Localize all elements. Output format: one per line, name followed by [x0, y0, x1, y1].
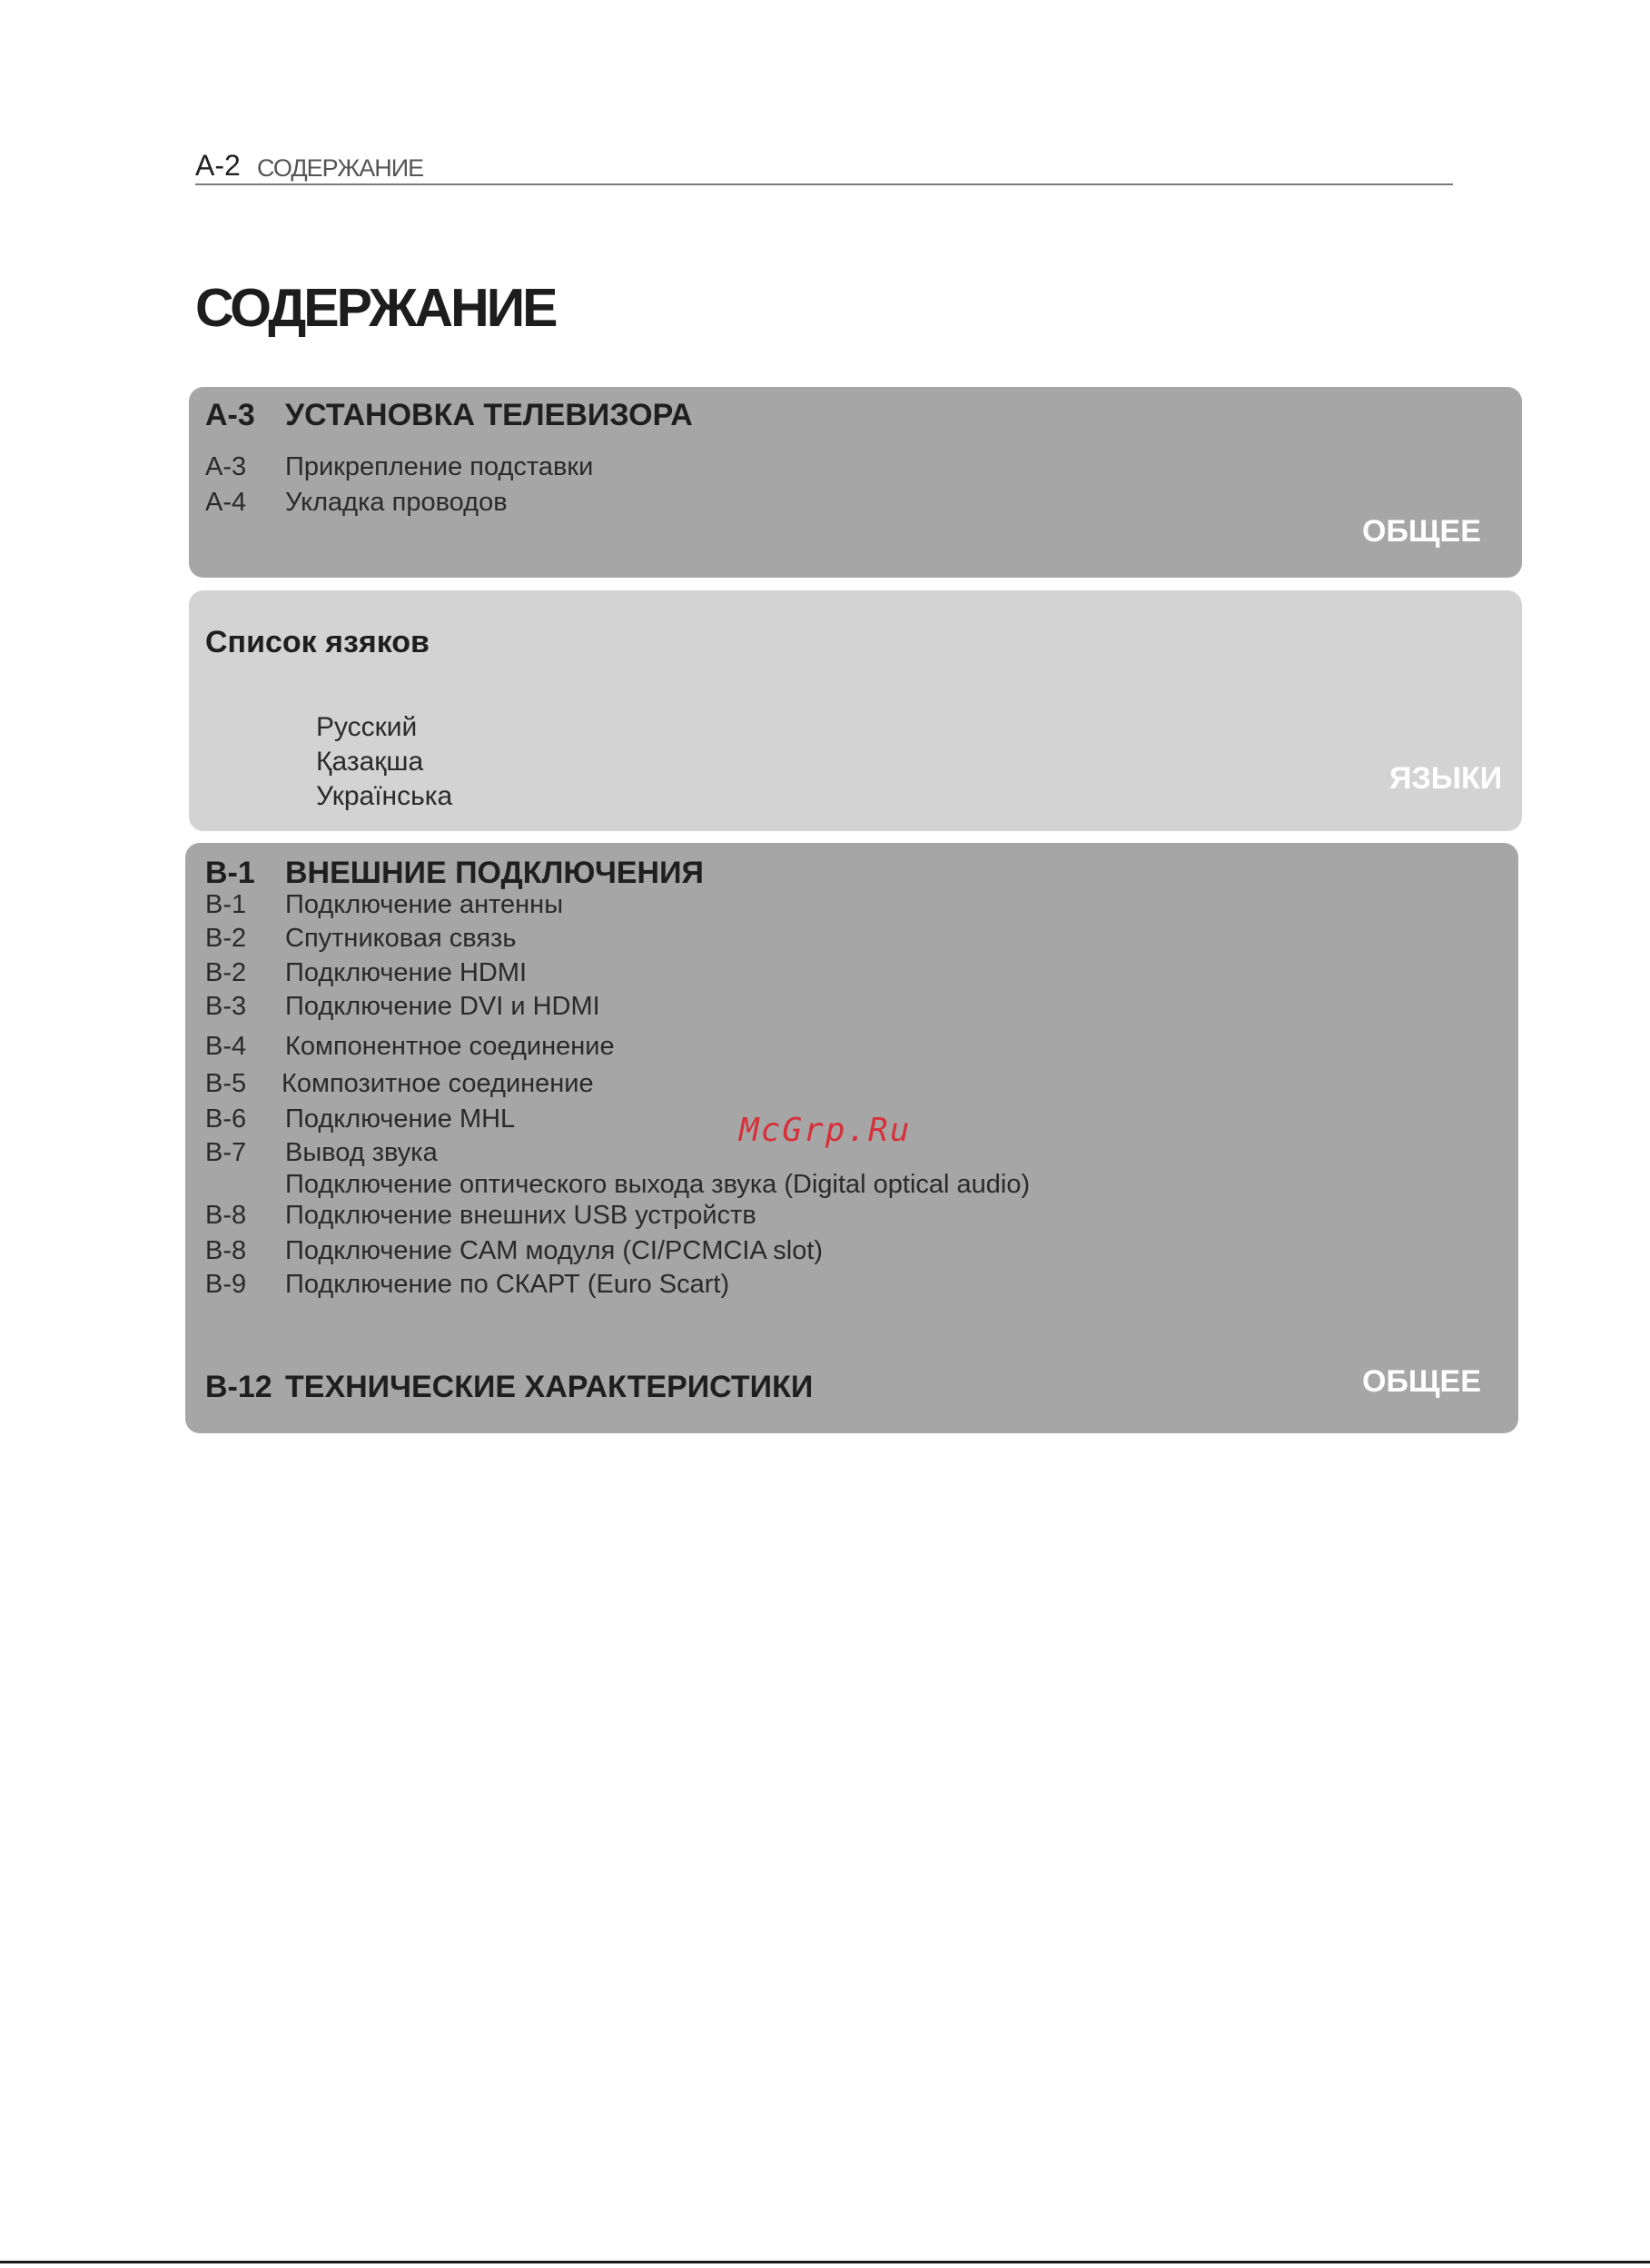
- toc-item-code: B-3: [205, 992, 247, 1021]
- toc-section-install: [189, 387, 1522, 578]
- section-tag-languages: ЯЗЫКИ: [1389, 761, 1503, 796]
- toc-item-text: Прикрепление подставки: [285, 452, 594, 481]
- language-list-heading: Список язяков: [205, 625, 430, 659]
- toc-heading-code: B-1: [205, 856, 255, 890]
- toc-item-text: Подключение CAM модуля (CI/PCMCIA slot): [285, 1236, 824, 1265]
- toc-item-text: Подключение по СКАРТ (Euro Scart): [285, 1270, 730, 1299]
- toc-item-code: B-8: [205, 1201, 247, 1230]
- toc-item-text: Укладка проводов: [285, 488, 508, 517]
- page-header: [195, 145, 1453, 185]
- toc-item-code: B-7: [205, 1138, 247, 1167]
- toc-item-text: Композитное соединение: [282, 1069, 594, 1098]
- language-item[interactable]: Қазақша: [316, 747, 424, 777]
- section-tag-general: ОБЩЕЕ: [1362, 1364, 1481, 1399]
- toc-item-text: Компонентное соединение: [285, 1032, 615, 1061]
- toc-item-text: Подключение оптического выхода звука (Digital optical audio): [285, 1170, 1031, 1199]
- toc-heading-text: ТЕХНИЧЕСКИЕ ХАРАКТЕРИСТИКИ: [285, 1370, 814, 1404]
- toc-item-code: B-2: [205, 958, 247, 987]
- toc-item-text: Подключение DVI и HDMI: [285, 992, 600, 1021]
- toc-item-text: Вывод звука: [285, 1138, 438, 1167]
- watermark: McGrp.Ru: [739, 1112, 912, 1149]
- toc-item-code: A-4: [205, 488, 247, 517]
- toc-item-text: Подключение HDMI: [285, 958, 528, 987]
- toc-item-code: A-3: [205, 452, 247, 481]
- toc-heading-text: ВНЕШНИЕ ПОДКЛЮЧЕНИЯ: [285, 856, 704, 890]
- toc-item-code: B-2: [205, 924, 247, 953]
- toc-item-code: B-5: [205, 1069, 247, 1098]
- toc-item-text: Подключение внешних USB устройств: [285, 1201, 756, 1230]
- toc-item-text: Спутниковая связь: [285, 924, 517, 953]
- header-section-title: СОДЕРЖАНИЕ: [257, 154, 424, 182]
- toc-item-code: B-4: [205, 1032, 247, 1061]
- toc-heading-code: B-12: [205, 1370, 272, 1404]
- bottom-divider: [0, 2261, 1650, 2263]
- toc-item-code: B-8: [205, 1236, 247, 1265]
- language-item[interactable]: Українська: [316, 781, 453, 811]
- section-tag-general: ОБЩЕЕ: [1362, 514, 1481, 549]
- toc-heading-code: A-3: [205, 398, 255, 432]
- toc-item-code: B-1: [205, 890, 247, 919]
- page-title: СОДЕРЖАНИЕ: [195, 278, 556, 338]
- toc-item-text: Подключение MHL: [285, 1104, 516, 1134]
- toc-item-code: B-9: [205, 1270, 247, 1299]
- toc-section-languages: [189, 590, 1522, 831]
- page-number: A-2: [195, 149, 241, 182]
- toc-heading-text: УСТАНОВКА ТЕЛЕВИЗОРА: [285, 398, 693, 432]
- toc-item-code: B-6: [205, 1104, 247, 1134]
- language-item[interactable]: Русский: [316, 712, 418, 742]
- toc-item-text: Подключение антенны: [285, 890, 564, 919]
